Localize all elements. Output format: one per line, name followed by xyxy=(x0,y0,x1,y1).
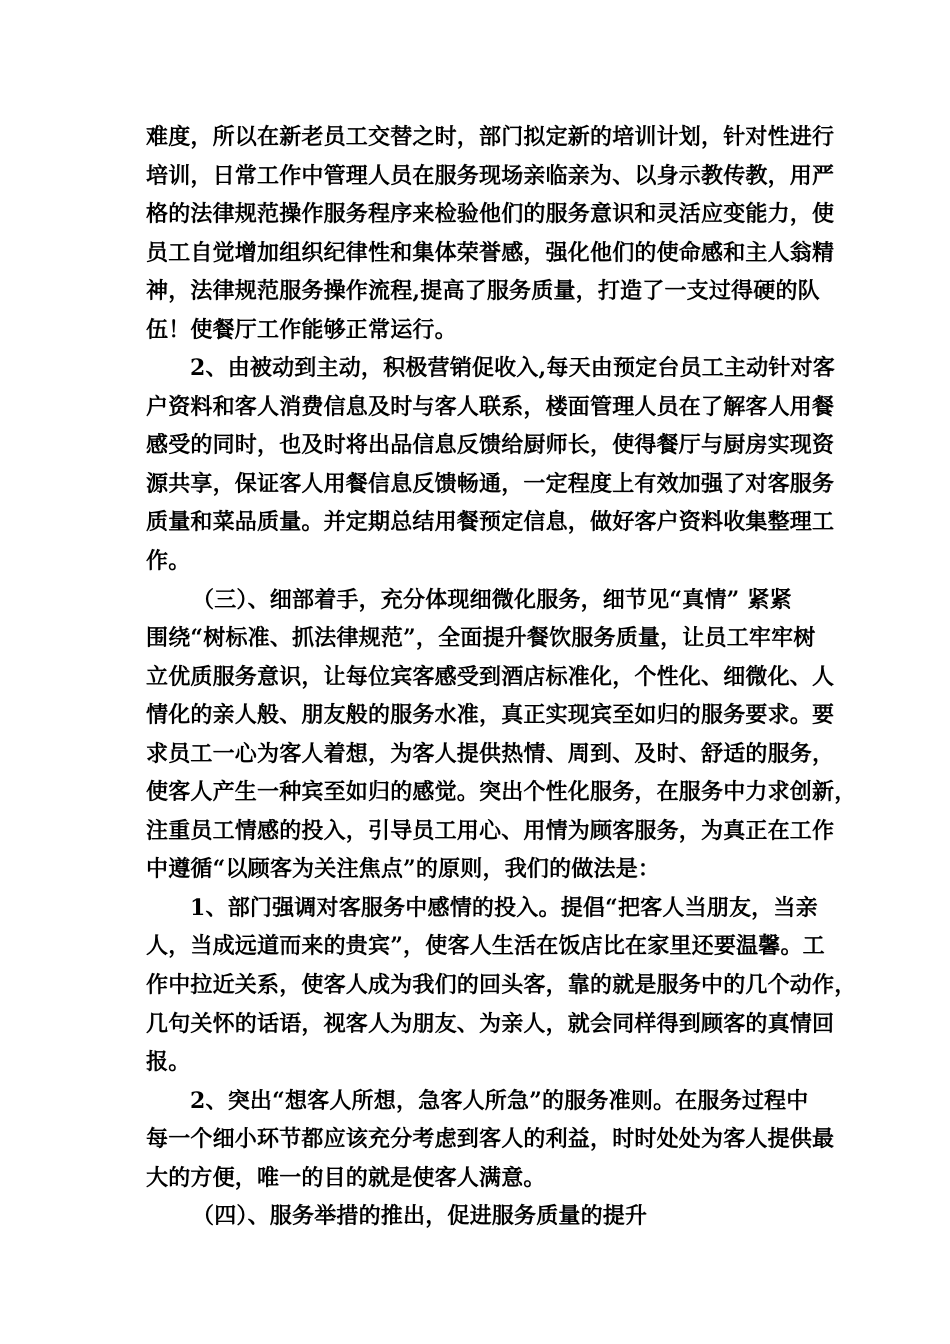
text-line: 格的法律规范操作服务程序来检验他们的服务意识和灵活应变能力，使 xyxy=(146,201,835,228)
text-line: 质量和菜品质量。并定期总结用餐预定信息，做好客户资料收集整理工 xyxy=(146,509,835,536)
text-line: 求员工一心为客人着想，为客人提供热情、周到、及时、舒适的服务， xyxy=(146,740,835,767)
paragraph-start-line: 1、部门强调对客服务中感情的投入。提倡“把客人当朋友，当亲 xyxy=(190,894,818,921)
text-line: 大的方便，唯一的目的就是使客人满意。 xyxy=(146,1164,546,1191)
text-line: 报。 xyxy=(146,1049,191,1076)
text-line: 作。 xyxy=(146,548,191,575)
paragraph-start-line: 2、突出“想客人所想，急客人所急”的服务准则。在服务过程中 xyxy=(190,1087,809,1114)
section-heading-line: （四）、服务举措的推出，促进服务质量的提升 xyxy=(192,1203,648,1230)
paragraph-start-line: 2、由被动到主动，积极营销促收入,每天由预定台员工主动针对客 xyxy=(190,355,835,382)
text-line: 难度，所以在新老员工交替之时，部门拟定新的培训计划，针对性进行 xyxy=(146,124,835,150)
text-line: 培训，日常工作中管理人员在服务现场亲临亲为、以身示教传教，用严 xyxy=(146,162,835,189)
text-line: 伍！使餐厅工作能够正常运行。 xyxy=(146,316,457,343)
text-line: 几句关怀的话语，视客人为朋友、为亲人，就会同样得到顾客的真情回 xyxy=(146,1010,835,1037)
text-line: 中遵循“以顾客为关注焦点”的原则，我们的做法是： xyxy=(146,856,661,883)
text-line: 作中拉近关系，使客人成为我们的回头客，靠的就是服务中的几个动作， xyxy=(146,972,857,999)
text-line: 围绕“树标准、抓法律规范”，全面提升餐饮服务质量，让员工牢牢树 xyxy=(146,625,816,652)
text-line: 源共享，保证客人用餐信息反馈畅通，一定程度上有效加强了对客服务 xyxy=(146,470,835,497)
text-line: 感受的同时，也及时将出品信息反馈给厨师长，使得餐厅与厨房实现资 xyxy=(146,432,835,459)
text-line: 户资料和客人消费信息及时与客人联系，楼面管理人员在了解客人用餐 xyxy=(146,393,835,420)
text-line: 人，当成远道而来的贵宾”，使客人生活在饭店比在家里还要温馨。工 xyxy=(146,933,825,960)
text-line: 神，法律规范服务操作流程,提高了服务质量，打造了一支过得硬的队 xyxy=(146,278,820,305)
text-line: 立优质服务意识，让每位宾客感受到酒店标准化，个性化、细微化、人 xyxy=(146,663,835,690)
text-line: 注重员工情感的投入，引导员工用心、用情为顾客服务，为真正在工作 xyxy=(146,817,835,844)
text-line: 员工自觉增加组织纪律性和集体荣誉感，强化他们的使命感和主人翁精 xyxy=(146,239,835,266)
body-text xyxy=(146,118,866,1236)
section-heading-line: （三）、细部着手，充分体现细微化服务，细节见“真情” 紧紧 xyxy=(192,586,792,613)
text-line: 每一个细小环节都应该充分考虑到客人的利益，时时处处为客人提供最 xyxy=(146,1126,835,1153)
text-line: 使客人产生一种宾至如归的感觉。突出个性化服务，在服务中力求创新， xyxy=(146,779,857,806)
text-line: 情化的亲人般、朋友般的服务水准，真正实现宾至如归的服务要求。要 xyxy=(146,702,835,729)
